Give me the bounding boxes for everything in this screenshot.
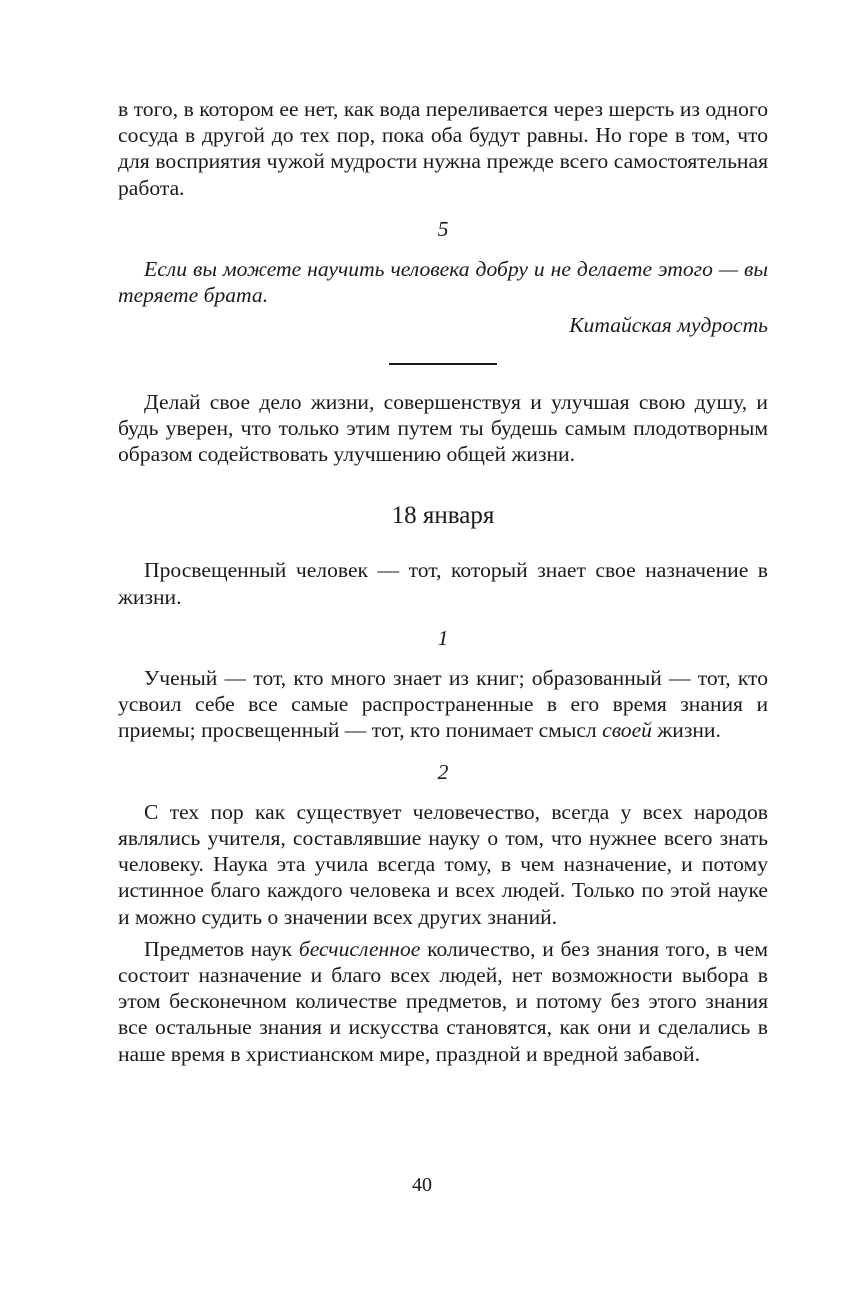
section-2-text-start: Предметов наук: [144, 936, 299, 961]
intro-paragraph: Просвещенный человек — тот, который знает свое назначение в жизни.: [118, 558, 768, 609]
section-1-paragraph: [118, 665, 768, 744]
section-2-paragraph-1: С тех пор как существует человечество, всегда у всех народов являлись учителя, составлявшие науку о том, что нужнее всего знать человеку. Наука эта учила всегда тому, в чем назначение, и потому истинное благо каждого человека и всех людей. Только по этой науке и можно судить о значении всех других знаний.: [118, 799, 768, 929]
section-number-2: 2: [437, 759, 449, 784]
section-2-paragraph-2: [118, 936, 768, 1067]
date-heading: 18 января: [391, 502, 495, 530]
section-1-italic-word: своей: [602, 718, 652, 743]
epigraph-quote: Если вы можете научить человека добру и не делаете этого — вы теряете брата.: [118, 257, 768, 308]
quote-attribution: Китайская мудрость: [569, 313, 768, 338]
section-number-5: 5: [437, 216, 449, 241]
book-page: [118, 96, 768, 1067]
section-divider: [389, 363, 497, 365]
section-1-text-end: жизни.: [651, 718, 721, 743]
closing-paragraph: Делай свое дело жизни, совершенствуя и улучшая свою душу, и будь уверен, что только этим путем ты будешь самым плодотворным образом содействовать улучшению общей жизни.: [118, 389, 768, 467]
page-number: 40: [412, 1174, 432, 1196]
section-2-italic-word: бесчисленное: [298, 936, 421, 961]
section-1-text-start: Ученый — тот, кто много знает из книг; образованный — тот, кто усвоил себе все самые распространенные в его время знания и приемы; просвещенный — тот, кто понимает смысл: [118, 666, 768, 743]
section-2-text-end: количество, и без знания того, в чем состоит назначение и благо всех людей, нет возможности выбора в этом бесконечном количестве предметов, и потому без этого знания все остальные знания и искусства становятся, как они и сделались в наше время в христианском мире, праздной и вредной забавой.: [118, 936, 768, 1066]
continued-paragraph: в того, в котором ее нет, как вода переливается через шерсть из одного сосуда в другой до тех пор, пока оба будут равны. Но горе в том, что для восприятия чужой мудрости нужна прежде всего самостоятельная работа.: [118, 97, 768, 200]
section-number-1: 1: [437, 625, 449, 650]
